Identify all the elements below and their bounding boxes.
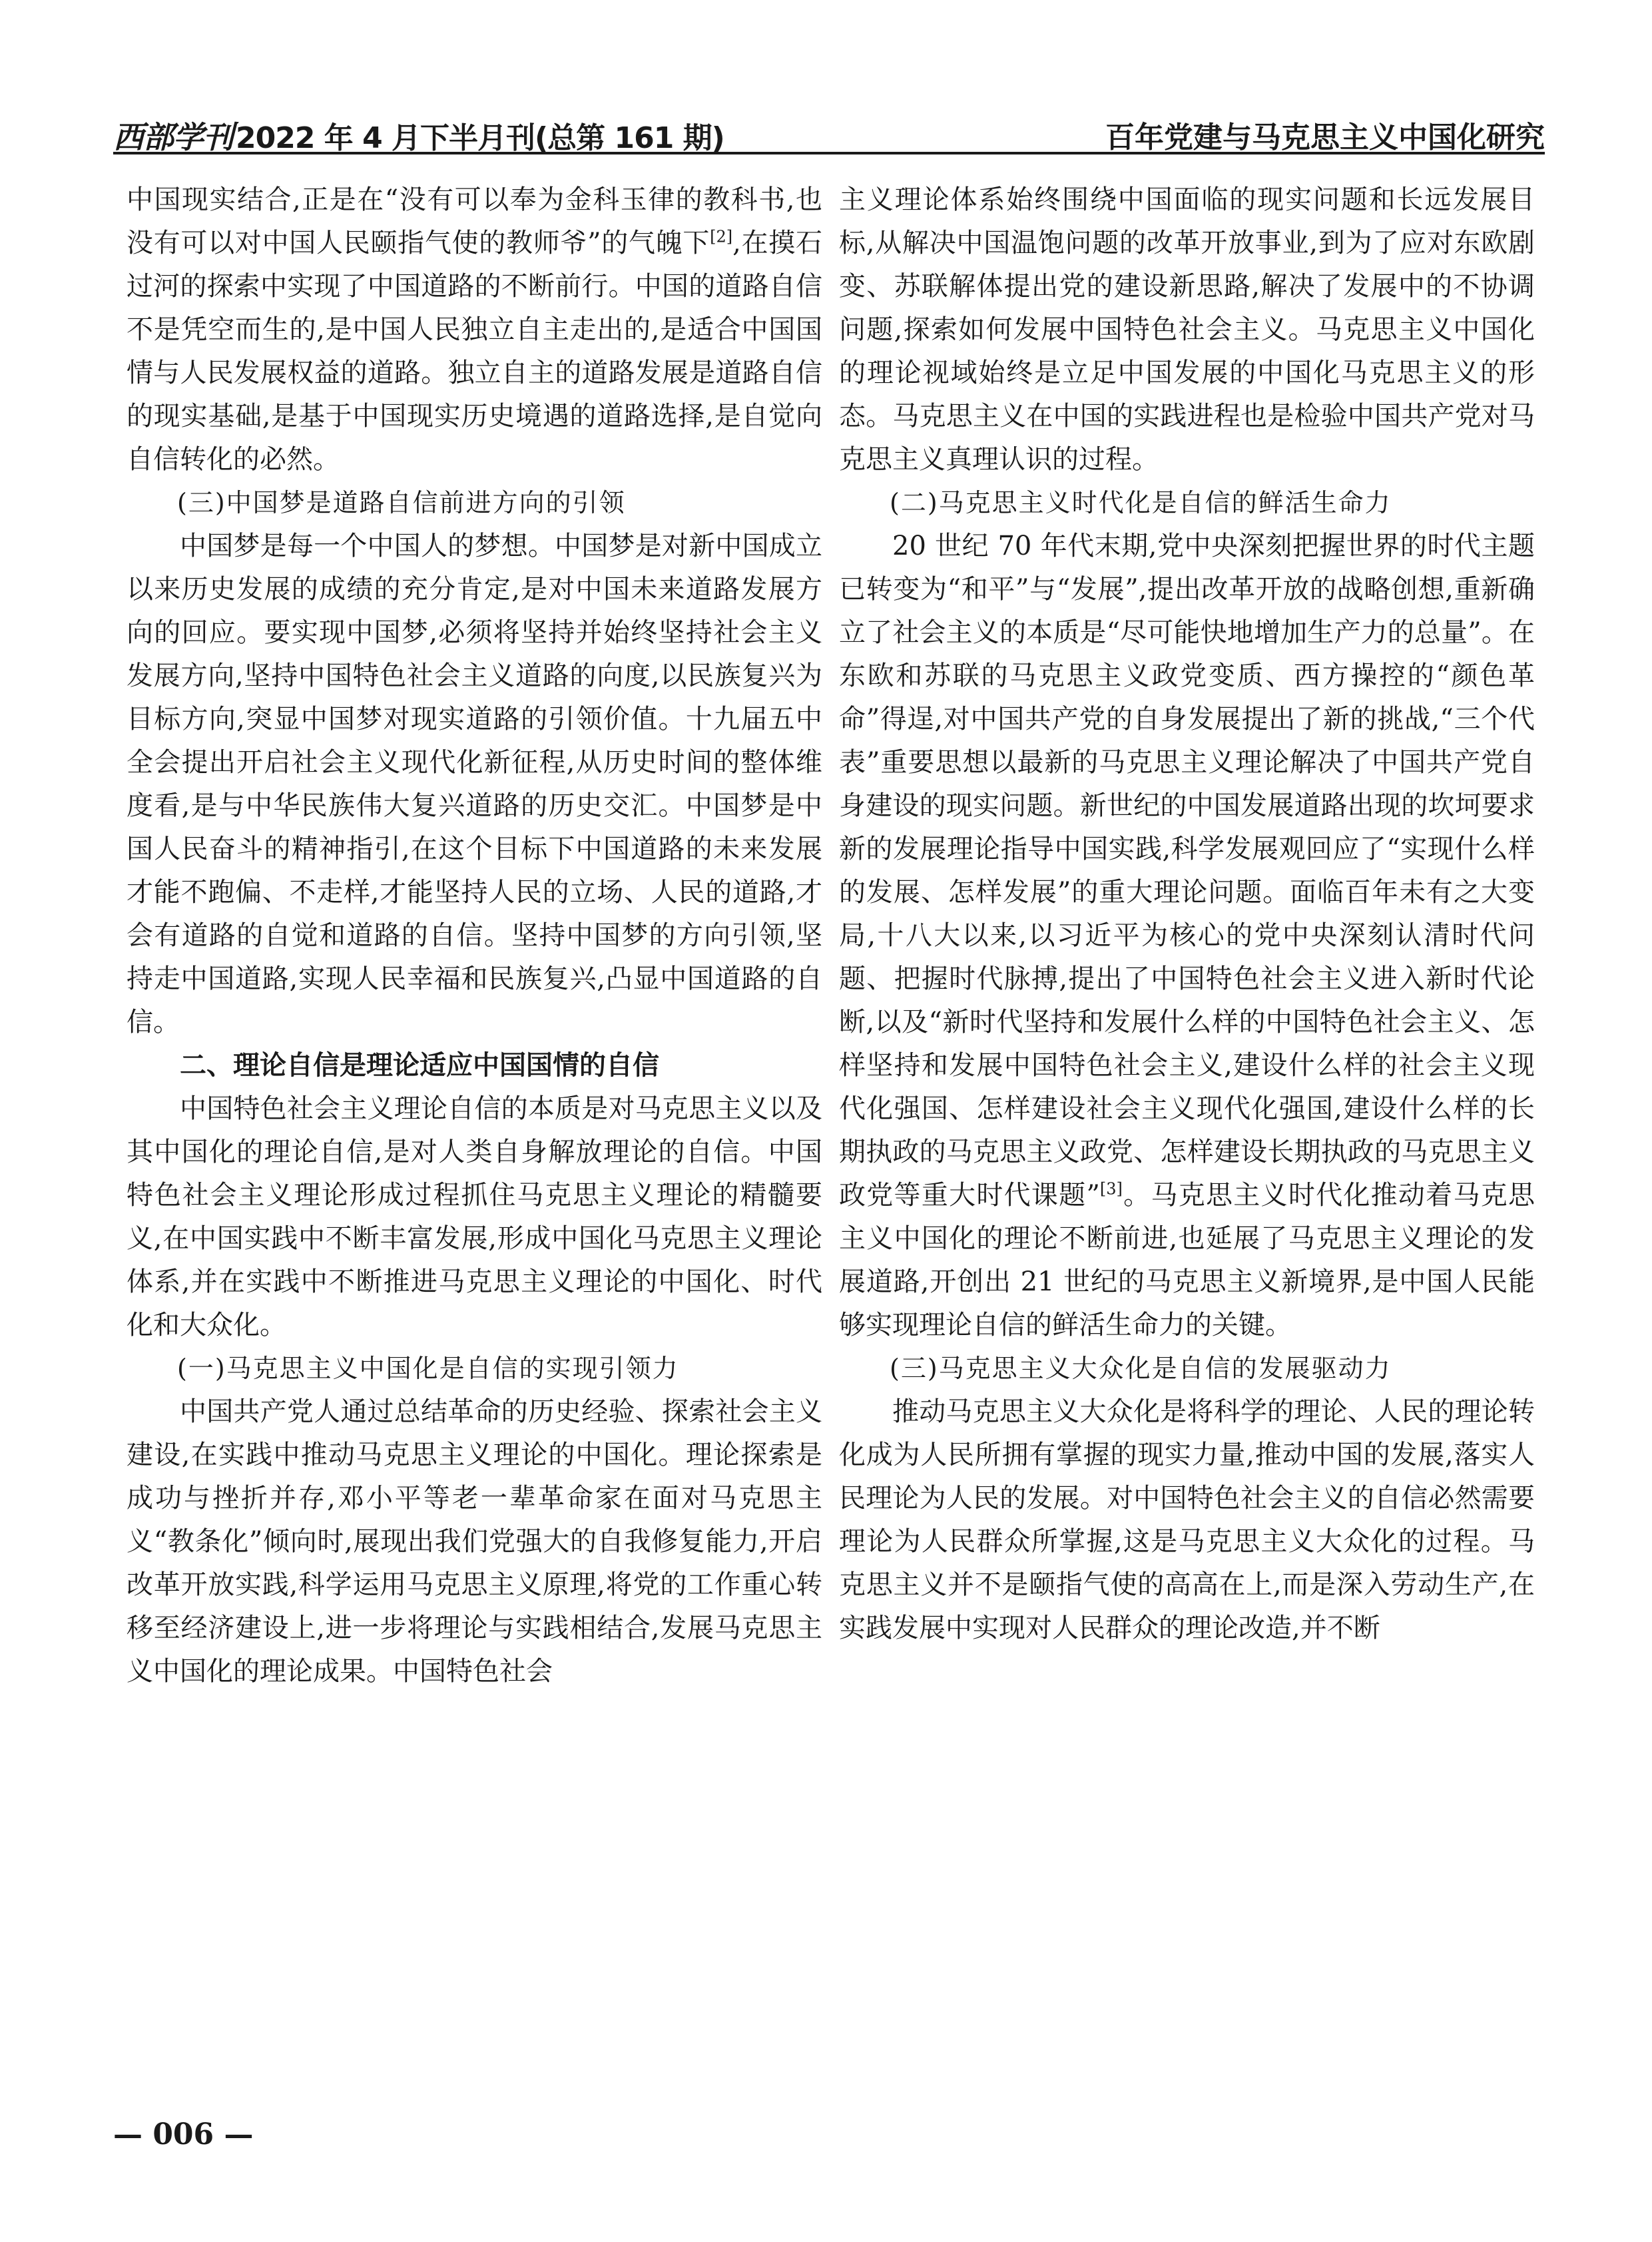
paragraph-text: 中国现实结合,正是在“没有可以奉为金科玉律的教科书,也没有可以对中国人民颐指气使的教师爷”的气魄下 [127,184,822,258]
paragraph: 中国共产党人通过总结革命的历史经验、探索社会主义建设,在实践中推动马克思主义理论的中国化。理论探索是成功与挫折并存,邓小平等老一辈革命家在面对马克思主义“教条化”倾向时,展现出我们党强大的自我修复能力,开启改革开放实践,科学运用马克思主义原理,将党的工作重心转移至经济建设上,进一步将理论与实践相结合,发展马克思主义中国化的理论成果。中国特色社会 [127,1396,822,1687]
paragraph: 中国梦是每一个中国人的梦想。中国梦是对新中国成立以来历史发展的成绩的充分肯定,是对中国未来道路发展方向的回应。要实现中国梦,必须将坚持并始终坚持社会主义发展方向,坚持中国特色社会主义道路的向度,以民族复兴为目标方向,突显中国梦对现实道路的引领价值。十九届五中全会提出开启社会主义现代化新征程,从历史时间的整体维度看,是与中华民族伟大复兴道路的历史交汇。中国梦是中国人民奋斗的精神指引,在这个目标下中国道路的未来发展才能不跑偏、不走样,才能坚持人民的立场、人民的道路,才会有道路的自觉和道路的自信。坚持中国梦的方向引领,坚持走中国道路,实现人民幸福和民族复兴,凸显中国道路的自信。 [127,531,822,1037]
citation: [3] [1099,1179,1123,1199]
paragraph [127,178,822,481]
paragraph: 中国特色社会主义理论自信的本质是对马克思主义以及其中国化的理论自信,是对人类自身解放理论的自信。中国特色社会主义理论形成过程抓住马克思主义理论的精髓要义,在中国实践中不断丰富发展,形成中国化马克思主义理论体系,并在实践中不断推进马克思主义理论的中国化、时代化和大众化。 [127,1093,822,1340]
running-header [113,107,1545,154]
subsection-heading: (三)马克思主义大众化是自信的发展驱动力 [890,1354,1392,1383]
right-column [839,178,1535,1650]
section-title: 百年党建与马克思主义中国化研究 [1105,121,1545,154]
paragraph: 主义理论体系始终围绕中国面临的现实问题和长远发展目标,从解决中国温饱问题的改革开放事业,到为了应对东欧剧变、苏联解体提出党的建设新思路,解决了发展中的不协调问题,探索如何发展中国特色社会主义。马克思主义中国化的理论视域始终是立足中国发展的中国化马克思主义的形态。马克思主义在中国的实践进程也是检验中国共产党对马克思主义真理认识的过程。 [839,184,1535,475]
subsection-heading: (三)中国梦是道路自信前进方向的引领 [177,488,626,517]
issue-info: 2022 年 4 月下半月刊(总第 161 期) [236,121,724,155]
journal-name: 西部学刊 [113,119,233,155]
left-column [127,178,822,1693]
subsection-heading: (二)马克思主义时代化是自信的鲜活生命力 [890,488,1392,517]
header-rule [113,152,1545,154]
citation: [2] [710,227,733,246]
subsection-heading: (一)马克思主义中国化是自信的实现引领力 [177,1354,679,1383]
page-number: — 006 — [113,2117,254,2151]
paragraph [839,525,1535,1347]
section-heading: 二、理论自信是理论适应中国国情的自信 [180,1050,659,1081]
journal-info [113,113,724,157]
paragraph-text: 20 世纪 70 年代末期,党中央深刻把握世界的时代主题已转变为“和平”与“发展”,提出改革开放的战略创想,重新确立了社会主义的本质是“尽可能快地增加生产力的总量”。在东欧和苏联的马克思主义政党变质、西方操控的“颜色革命”得逞,对中国共产党的自身发展提出了新的挑战,“三个代表”重要思想以最新的马克思主义理论解决了中国共产党自身建设的现实问题。新世纪的中国发展道路出现的坎坷要求新的发展理论指导中国实践,科学发展观回应了“实现什么样的发展、怎样发展”的重大理论问题。面临百年未有之大变局,十八大以来,以习近平为核心的党中央深刻认清时代问题、把握时代脉搏,提出了中国特色社会主义进入新时代论断,以及“新时代坚持和发展什么样的中国特色社会主义、怎样坚持和发展中国特色社会主义,建设什么样的社会主义现代化强国、怎样建设社会主义现代化强国,建设什么样的长期执政的马克思主义政党、怎样建设长期执政的马克思主义政党等重大时代课题” [839,531,1535,1211]
paragraph-text: ,在摸石过河的探索中实现了中国道路的不断前行。中国的道路自信不是凭空而生的,是中国人民独立自主走出的,是适合中国国情与人民发展权益的道路。独立自主的道路发展是道路自信的现实基础,是基于中国现实历史境遇的道路选择,是自觉向自信转化的必然。 [127,228,822,475]
paragraph-text: 。马克思主义时代化推动着马克思主义中国化的理论不断前进,也延展了马克思主义理论的发展道路,开创出 21 世纪的马克思主义新境界,是中国人民能够实现理论自信的鲜活生命力的关键。 [839,1180,1535,1340]
paragraph: 推动马克思主义大众化是将科学的理论、人民的理论转化成为人民所拥有掌握的现实力量,推动中国的发展,落实人民理论为人民的发展。对中国特色社会主义的自信必然需要理论为人民群众所掌握,这是马克思主义大众化的过程。马克思主义并不是颐指气使的高高在上,而是深入劳动生产,在实践发展中实现对人民群众的理论改造,并不断 [839,1396,1535,1643]
